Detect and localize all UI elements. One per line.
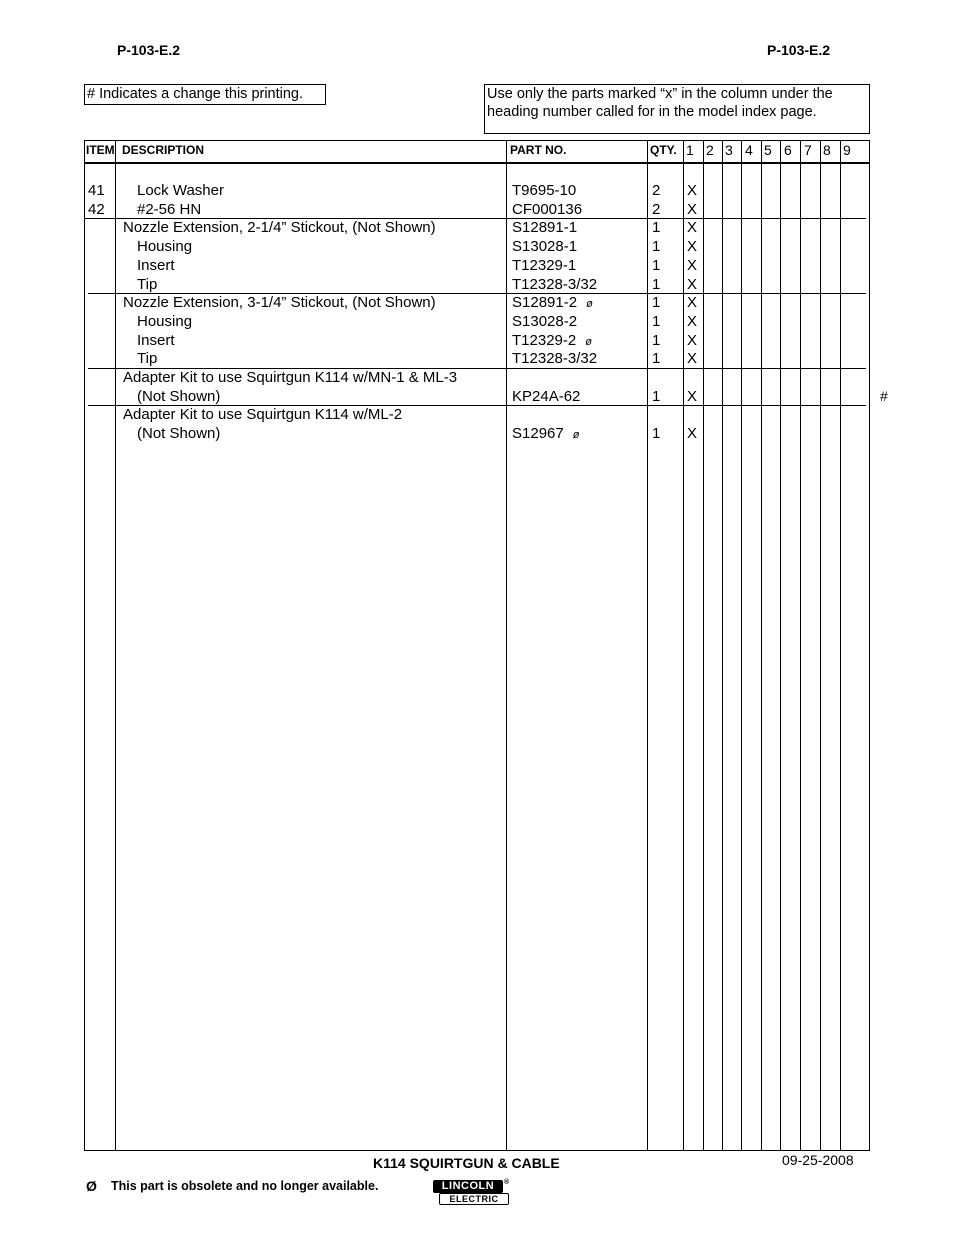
row-model-1-mark: X <box>687 257 698 274</box>
row-model-1-mark: X <box>687 425 698 442</box>
model-col-7: 7 <box>804 142 812 158</box>
row-part-no <box>512 219 586 238</box>
row-model-1-mark: X <box>687 350 698 367</box>
model-col-4: 4 <box>745 142 753 158</box>
obsolete-symbol: Ø <box>86 1178 97 1194</box>
obsolete-mark: ø <box>585 336 592 348</box>
usage-notice <box>484 84 870 134</box>
row-description: Tip <box>137 276 158 293</box>
row-part-number: S12891-2 <box>512 294 578 311</box>
row-part-number: T9695-10 <box>512 182 577 199</box>
row-part-number: S12891-1 <box>512 219 578 236</box>
row-description: Insert <box>137 257 175 274</box>
column-rule <box>722 140 723 1151</box>
row-part-no <box>512 332 592 351</box>
row-qty: 1 <box>652 313 661 330</box>
row-model-1-mark: X <box>687 294 698 311</box>
col-description: DESCRIPTION <box>122 143 205 157</box>
logo-registered-mark: ® <box>504 1179 510 1186</box>
column-rule <box>703 140 704 1151</box>
row-qty: 1 <box>652 332 661 349</box>
row-item: 41 <box>88 182 105 199</box>
col-item: ITEM <box>86 143 115 157</box>
lincoln-electric-logo <box>433 1180 511 1207</box>
model-col-3: 3 <box>725 142 733 158</box>
row-model-1-mark: X <box>687 313 698 330</box>
footer-title: K114 SQUIRTGUN & CABLE <box>373 1155 560 1171</box>
row-qty: 1 <box>652 238 661 255</box>
row-model-1-mark: X <box>687 276 698 293</box>
header-rule <box>84 162 870 164</box>
row-model-1-mark: X <box>687 182 698 199</box>
change-marker: # <box>880 388 888 404</box>
usage-notice-line1: Use only the parts marked “x” in the column under the <box>487 86 833 102</box>
row-part-no <box>512 257 585 276</box>
row-description: #2-56 HN <box>137 201 202 218</box>
column-rule <box>506 140 507 1151</box>
row-part-no <box>512 201 591 220</box>
row-description: Tip <box>137 350 158 367</box>
row-qty: 2 <box>652 182 661 199</box>
col-qty: QTY. <box>650 143 677 157</box>
row-description: Housing <box>137 313 193 330</box>
row-part-no <box>512 350 606 369</box>
model-col-6: 6 <box>784 142 792 158</box>
row-item: 42 <box>88 201 105 218</box>
row-description: Housing <box>137 238 193 255</box>
col-part-no: PART NO. <box>510 143 567 157</box>
parts-table <box>84 140 870 1151</box>
row-description: Adapter Kit to use Squirtgun K114 w/ML-2 <box>123 406 403 423</box>
row-part-no <box>512 406 521 425</box>
change-notice-text: # Indicates a change this printing. <box>87 86 304 102</box>
footer-date: 09-25-2008 <box>782 1152 854 1168</box>
row-qty: 1 <box>652 276 661 293</box>
column-rule <box>780 140 781 1151</box>
row-part-number: T12329-1 <box>512 257 577 274</box>
usage-notice-line2: heading number called for in the model index page. <box>487 104 817 120</box>
obsolete-mark: ø <box>586 298 593 310</box>
model-col-5: 5 <box>764 142 772 158</box>
column-rule <box>840 140 841 1151</box>
row-description: Nozzle Extension, 3-1/4” Stickout, (Not Shown) <box>123 294 436 311</box>
row-part-no <box>512 276 606 295</box>
row-qty: 2 <box>652 201 661 218</box>
row-model-1-mark: X <box>687 238 698 255</box>
row-qty: 1 <box>652 425 661 442</box>
page-code-right: P-103-E.2 <box>767 42 831 58</box>
model-col-2: 2 <box>706 142 714 158</box>
row-qty: 1 <box>652 257 661 274</box>
column-rule <box>683 140 684 1151</box>
obsolete-mark: ø <box>572 429 580 441</box>
row-part-no <box>512 425 579 444</box>
row-part-no <box>512 294 593 313</box>
row-part-number: S12967 <box>512 425 564 442</box>
row-part-number: T12328-3/32 <box>512 350 598 367</box>
row-part-no <box>512 388 589 407</box>
row-part-number: T12329-2 <box>512 332 577 349</box>
obsolete-note: This part is obsolete and no longer available. <box>111 1179 379 1193</box>
column-rule <box>820 140 821 1151</box>
page-code-left: P-103-E.2 <box>117 42 181 58</box>
row-part-no <box>512 238 586 257</box>
column-rule <box>761 140 762 1151</box>
column-rule <box>741 140 742 1151</box>
row-qty: 1 <box>652 294 661 311</box>
model-col-8: 8 <box>823 142 831 158</box>
row-qty: 1 <box>652 350 661 367</box>
row-part-number: T12328-3/32 <box>512 276 598 293</box>
column-rule <box>647 140 648 1151</box>
model-col-9: 9 <box>843 142 851 158</box>
row-part-number: CF000136 <box>512 201 583 218</box>
row-description: Nozzle Extension, 2-1/4” Stickout, (Not Shown) <box>123 219 436 236</box>
change-notice <box>84 84 326 105</box>
model-col-1: 1 <box>686 142 694 158</box>
row-model-1-mark: X <box>687 332 698 349</box>
row-model-1-mark: X <box>687 219 698 236</box>
row-part-no <box>512 369 521 388</box>
row-model-1-mark: X <box>687 201 698 218</box>
row-model-1-mark: X <box>687 388 698 405</box>
row-qty: 1 <box>652 388 661 405</box>
row-qty: 1 <box>652 219 661 236</box>
row-part-number: S13028-2 <box>512 313 578 330</box>
row-description: (Not Shown) <box>137 388 221 405</box>
row-description: Adapter Kit to use Squirtgun K114 w/MN-1 & ML-3 <box>123 369 458 386</box>
logo-top-text: LINCOLN <box>433 1180 503 1193</box>
row-description: (Not Shown) <box>137 425 221 442</box>
row-part-no <box>512 313 586 332</box>
column-rule <box>115 140 116 1151</box>
row-part-number: KP24A-62 <box>512 388 581 405</box>
logo-bottom-text: ELECTRIC <box>439 1193 509 1205</box>
row-description: Lock Washer <box>137 182 224 199</box>
row-part-no <box>512 182 585 201</box>
row-description: Insert <box>137 332 175 349</box>
row-part-number: S13028-1 <box>512 238 578 255</box>
column-rule <box>800 140 801 1151</box>
